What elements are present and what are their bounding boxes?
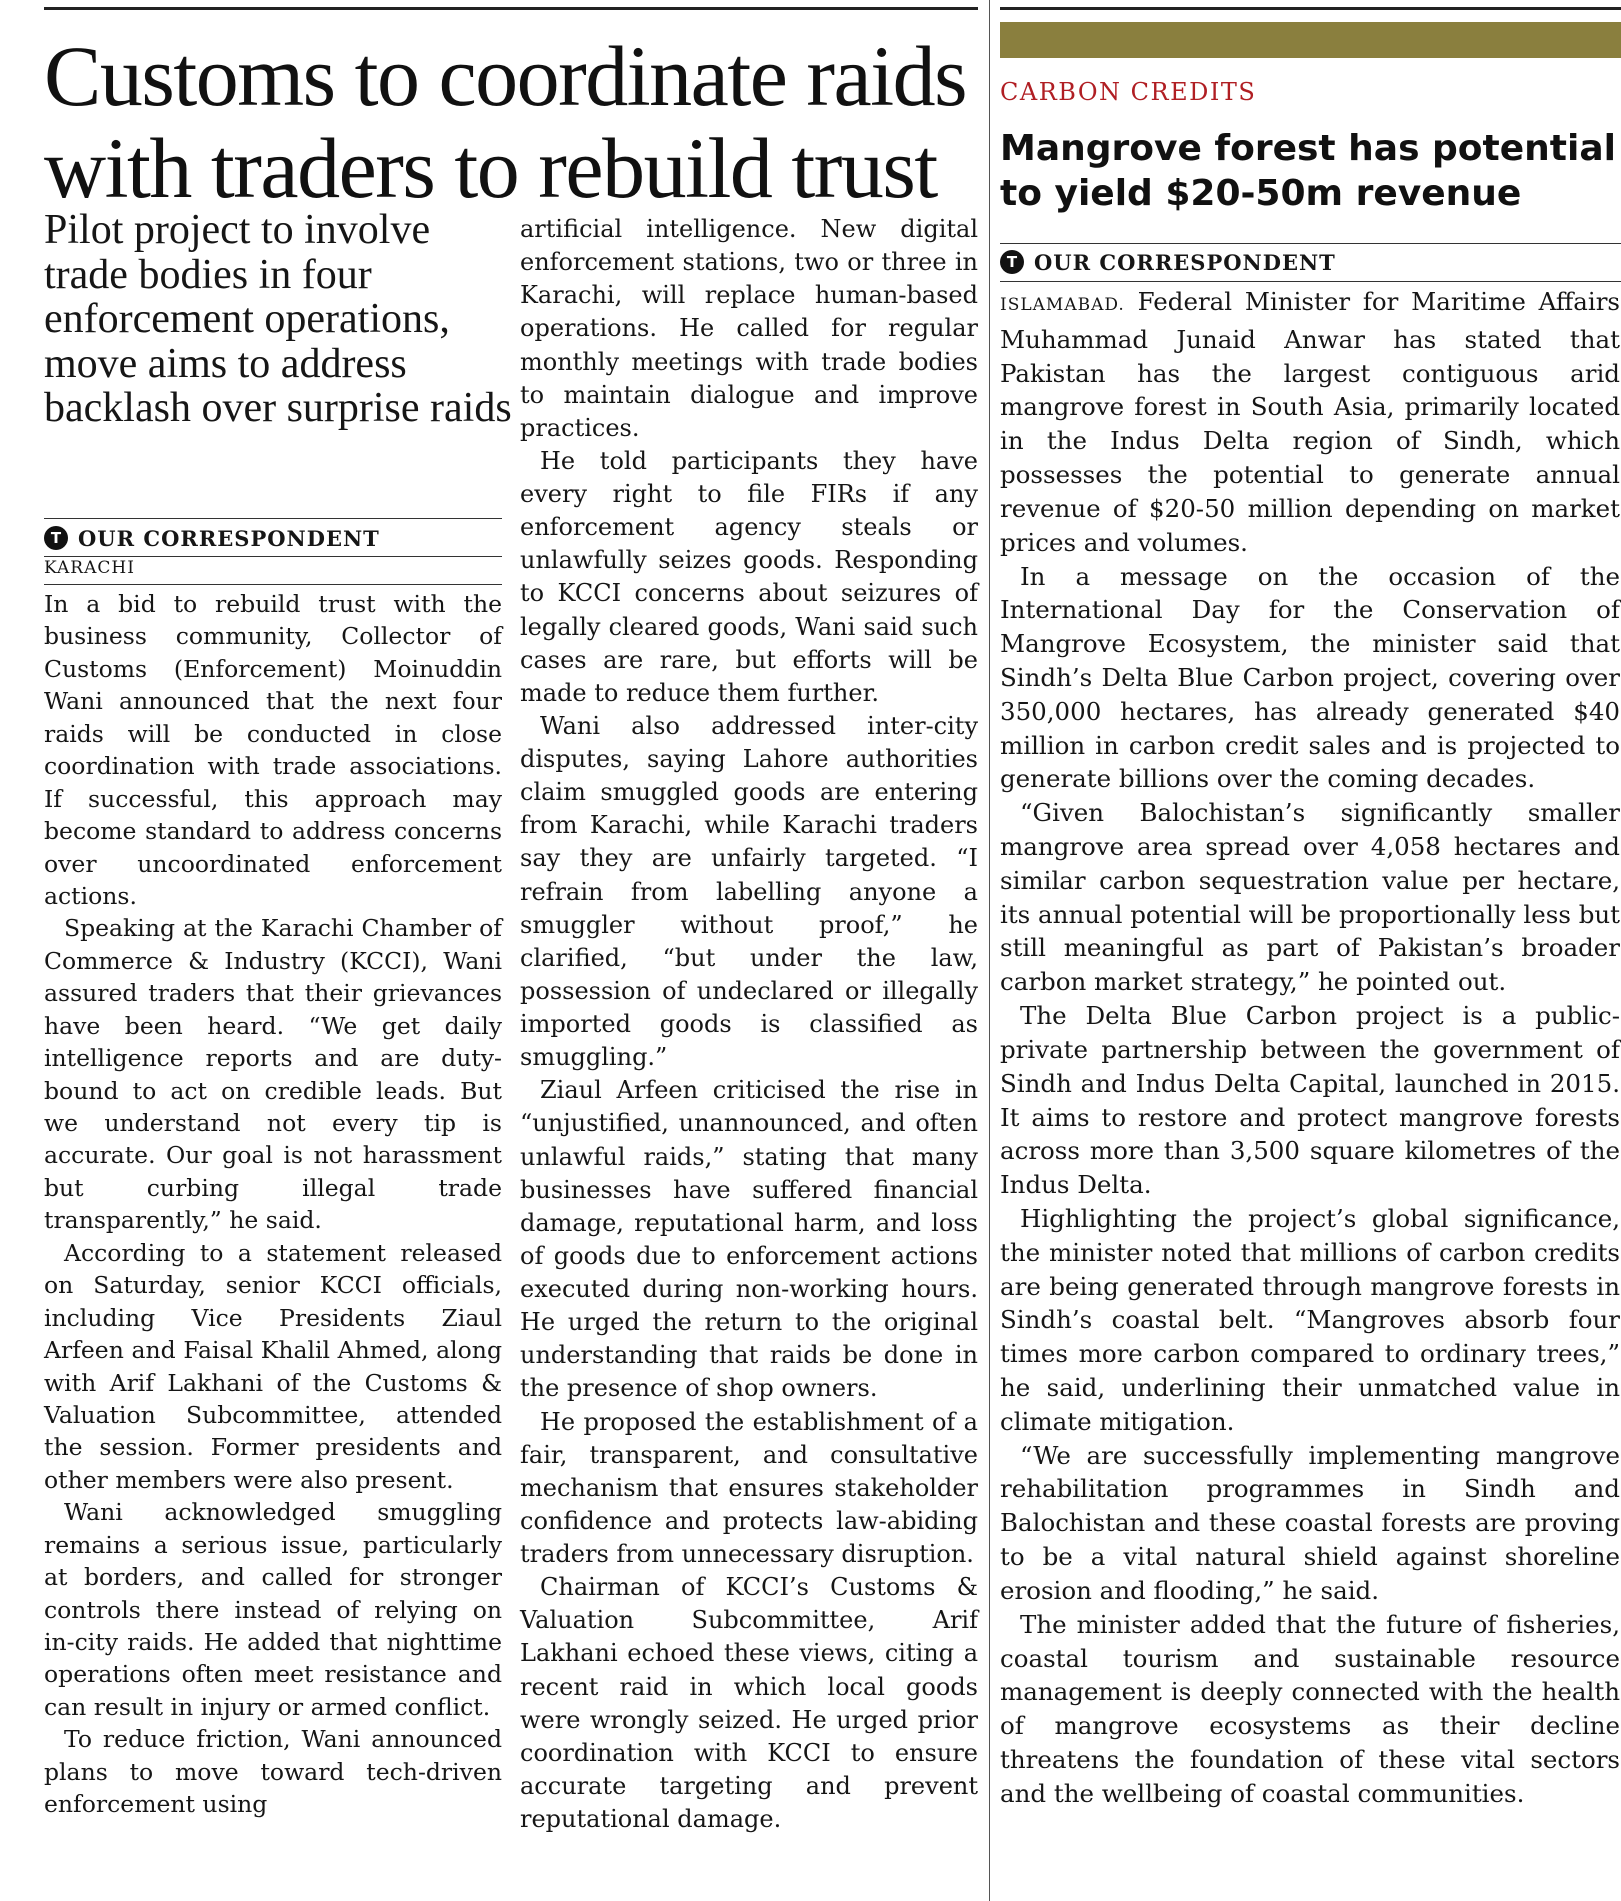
section-color-bar bbox=[1000, 22, 1621, 58]
dateline: KARACHI bbox=[44, 558, 135, 578]
section-label: CARBON CREDITS bbox=[1000, 78, 1257, 106]
byline-text: OUR CORRESPONDENT bbox=[78, 525, 380, 551]
article-column-1 bbox=[44, 588, 502, 1893]
paragraph: He proposed the establishment of a fair, transparent, and consultative mechanism that ensures stakeholder confidence and protects law-abiding traders from unnecessary disruption. bbox=[520, 1407, 978, 1568]
paragraph: Ziaul Arfeen criticised the rise in “unjustified, unannounced, and often unlawful raids,” stating that many businesses have suffered financial damage, reputational harm, and loss of goods due to enforcement actions executed during non-working hours. He urged the return to the original understanding that raids be done in the presence of shop owners. bbox=[520, 1076, 978, 1403]
top-rule-right bbox=[1000, 7, 1621, 10]
paragraph: Wani also addressed inter-city disputes, saying Lahore authorities claim smuggled goods are entering from Karachi, while Karachi traders say they are unfairly targeted. “I refrain from labelling anyone a smuggler without proof,” he clarified, “but under the law, possession of undeclared or illegally imported goods is classified as smuggling.” bbox=[520, 711, 978, 1072]
headline: Customs to coordinate raids with traders to rebuild trust bbox=[44, 28, 967, 216]
top-rule-left bbox=[44, 7, 978, 10]
paragraph: Highlighting the project’s global significance, the minister noted that millions of carbon credits are being generated through mangrove forests in Sindh’s coastal belt. “Mangroves absorb four times more carbon compared to ordinary trees,” he said, underlining their unmatched value in climate mitigation. bbox=[1000, 1203, 1620, 1436]
byline-text: OUR CORRESPONDENT bbox=[1034, 249, 1336, 275]
paragraph: In a message on the occasion of the International Day for the Conservation of Mangrove Ecosystem, the minister said that Sindh’s Delta Blue Carbon project, covering over 350,000 hectares, has already generated $40 million in carbon credit sales and is projected to generate billions over the coming decades. bbox=[1000, 561, 1620, 794]
article-column-2 bbox=[520, 213, 978, 1893]
newspaper-logo-icon: T bbox=[1000, 250, 1024, 274]
paragraph: The minister added that the future of fisheries, coastal tourism and sustainable resource management is deeply connected with the health of mangrove ecosystems as their decline threatens the foundation of these vital sectors and the wellbeing of coastal communities. bbox=[1000, 1609, 1620, 1808]
deck: Pilot project to involve trade bodies in four enforcement operations, move aims to address backlash over surprise raids bbox=[44, 207, 512, 431]
paragraph-text: Federal Minister for Maritime Affairs Muhammad Junaid Anwar has stated that Pakistan has the largest contiguous arid mangrove forest in South Asia, primarily located in the Indus Delta region of Sindh, which possesses the potential to generate annual revenue of $20-50 million depending on market prices and volumes. bbox=[1000, 287, 1620, 557]
paragraph: artificial intelligence. New digital enforcement stations, two or three in Karachi, will replace human-based operations. He called for regular monthly meetings with trade bodies to maintain dialogue and improve practices. bbox=[520, 215, 978, 442]
paragraph: Chairman of KCCI’s Customs & Valuation Subcommittee, Arif Lakhani echoed these views, citing a recent raid in which local goods were wrongly seized. He urged prior coordination with KCCI to ensure accurate targeting and prevent reputational damage. bbox=[520, 1573, 978, 1833]
paragraph: Speaking at the Karachi Chamber of Commerce & Industry (KCCI), Wani assured traders that their grievances have been heard. “We get daily intelligence reports and are duty-bound to act on credible leads. But we understand not every tip is accurate. Our goal is not harassment but curbing illegal trade transparently,” he said. bbox=[44, 914, 502, 1235]
paragraph: “We are successfully implementing mangrove rehabilitation programmes in Sindh and Balochistan and these coastal forests are proving to be a vital natural shield against shoreline erosion and flooding,” he said. bbox=[1000, 1440, 1620, 1605]
paragraph: In a bid to rebuild trust with the business community, Collector of Customs (Enforcement) Moinuddin Wani announced that the next four raids will be conducted in close coordination with trade associations. If successful, this approach may become standard to address concerns over uncoordinated enforcement actions. bbox=[44, 590, 502, 910]
paragraph bbox=[1000, 285, 1620, 560]
byline-rule bbox=[1000, 281, 1621, 282]
paragraph: The Delta Blue Carbon project is a public-private partnership between the government of Sindh and Indus Delta Capital, launched in 2015. It aims to restore and protect mangrove forests across more than 3,500 square kilometres of the Indus Delta. bbox=[1000, 1001, 1620, 1200]
byline-rule bbox=[44, 584, 502, 585]
dateline-secondary: ISLAMABAD. bbox=[1000, 295, 1125, 315]
byline-rule bbox=[44, 518, 502, 519]
paragraph: He told participants they have every right to file FIRs if any enforcement agency steals or unlawfully seizes goods. Responding to KCCI concerns about seizures of legally cleared goods, Wani said such cases are rare, but efforts will be made to reduce them further. bbox=[520, 446, 978, 707]
byline-rule bbox=[44, 556, 502, 557]
article-column-3 bbox=[1000, 285, 1620, 1895]
paragraph: “Given Balochistan’s significantly smaller mangrove area spread over 4,058 hectares and similar carbon sequestration value per hectare, its annual potential will be proportionally less but still meaningful as part of Pakistan’s broader carbon market strategy,” he pointed out. bbox=[1000, 798, 1620, 997]
byline-rule bbox=[1000, 243, 1621, 244]
column-divider bbox=[989, 0, 990, 1901]
paragraph: According to a statement released on Saturday, senior KCCI officials, including Vice Presidents Ziaul Arfeen and Faisal Khalil Ahmed, along with Arif Lakhani of the Customs & Valuation Subcommittee, attended the session. Former presidents and other members were also present. bbox=[44, 1238, 502, 1494]
newspaper-logo-icon: T bbox=[44, 526, 68, 550]
byline bbox=[44, 522, 504, 554]
paragraph: Wani acknowledged smuggling remains a serious issue, particularly at borders, and called for stronger controls there instead of relying on in-city raids. He added that nighttime operations often meet resistance and can result in injury or armed conflict. bbox=[44, 1498, 502, 1721]
headline-secondary: Mangrove forest has potential to yield $20-50m revenue bbox=[1000, 128, 1616, 214]
byline-secondary bbox=[1000, 246, 1621, 278]
paragraph: To reduce friction, Wani announced plans to move toward tech-driven enforcement using bbox=[44, 1725, 502, 1819]
